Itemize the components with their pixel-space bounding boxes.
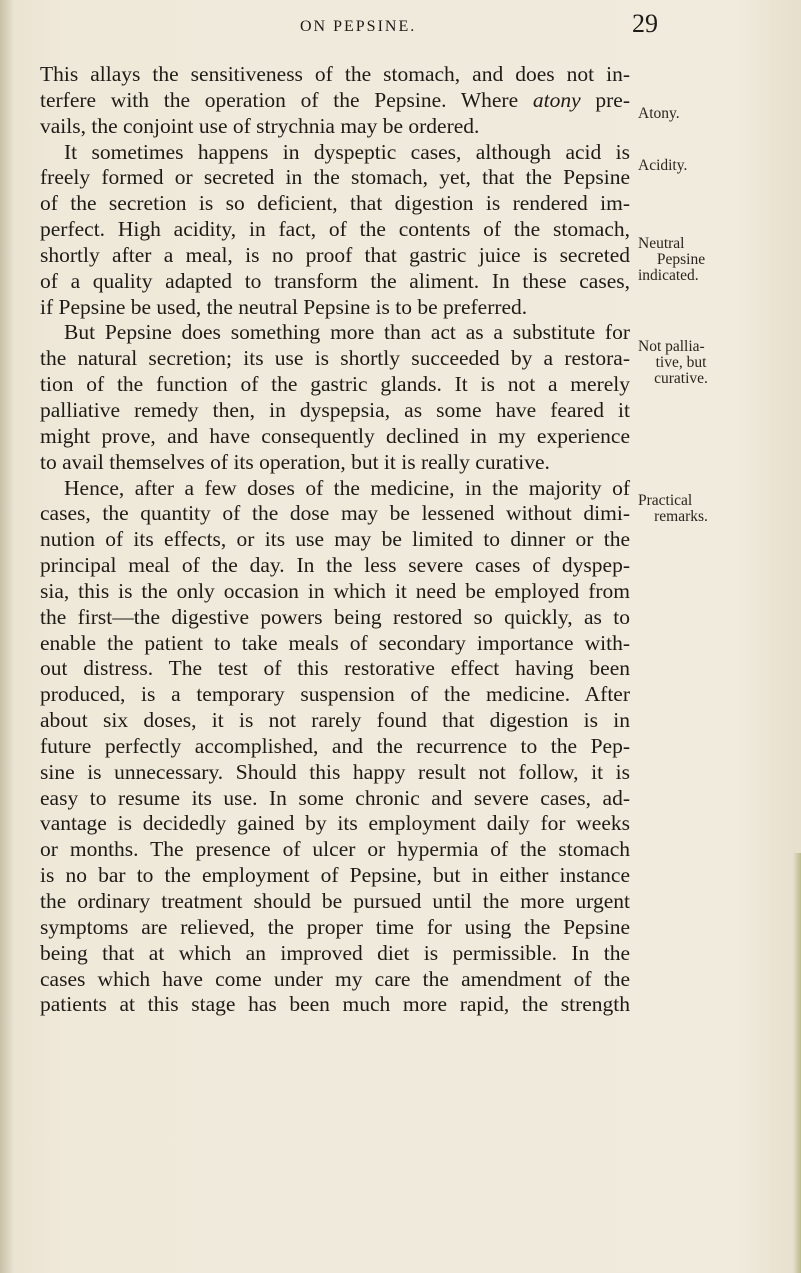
text-line: vantage is decidedly gained by its employment daily for weeks (40, 811, 630, 836)
margin-note-not-palliative: Not pallia- tive, but curative. (638, 338, 708, 387)
margin-note-practical-remarks: Practical remarks. (638, 492, 708, 525)
text-line: sia, this is the only occasion in which it need be employed from (40, 578, 630, 603)
text-line: produced, is a temporary suspension of the medicine. After (40, 682, 630, 707)
margin-note-atony: Atony. (638, 105, 680, 122)
text-line: principal meal of the day. In the less severe cases of dyspep- (40, 553, 630, 578)
text-line: or months. The presence of ulcer or hypermia of the stomach (40, 837, 630, 862)
text-line: nution of its effects, or its use may be limited to dinner or the (40, 527, 630, 552)
body-text (40, 62, 630, 1018)
page-number: 29 (632, 9, 658, 38)
text-line: shortly after a meal, is no proof that gastric juice is secreted (40, 242, 630, 267)
text-line: sine is unnecessary. Should this happy result not follow, it is (40, 759, 630, 784)
text-line: terfere with the operation of the Pepsine. Where atony pre- (40, 87, 630, 112)
text-line: easy to resume its use. In some chronic and severe cases, ad- (40, 785, 630, 810)
text-line: about six doses, it is not rarely found that digestion is in (40, 708, 630, 733)
page-spine-shadow (0, 0, 14, 1273)
text-line: cases which have come under my care the amendment of the (40, 966, 630, 991)
text-line: cases, the quantity of the dose may be lessened without dimi- (40, 501, 630, 526)
text-line: symptoms are relieved, the proper time for using the Pepsine (40, 914, 630, 939)
text-line: tion of the function of the gastric glands. It is not a merely (40, 372, 630, 397)
text-line: of the secretion is so deficient, that digestion is rendered im- (40, 191, 630, 216)
text-line: freely formed or secreted in the stomach, yet, that the Pepsine (40, 165, 630, 190)
text-line: might prove, and have consequently declined in my experience (40, 423, 630, 448)
text-line: the natural secretion; its use is shortly succeeded by a restora- (40, 346, 630, 371)
text-line: the ordinary treatment should be pursued until the more urgent (40, 889, 630, 913)
text-line: to avail themselves of its operation, but it is really curative. (40, 449, 550, 474)
text-line: patients at this stage has been much more rapid, the strength (40, 992, 630, 1017)
text-line: But Pepsine does something more than act as a substitute for (64, 320, 630, 345)
text-line: being that at which an improved diet is permissible. In the (40, 940, 630, 965)
text-line: perfect. High acidity, in fact, of the contents of the stomach, (40, 217, 630, 242)
text-line: Hence, after a few doses of the medicine, in the majority of (64, 475, 630, 500)
emphasis-atony: atony (532, 87, 581, 112)
text-line: if Pepsine be used, the neutral Pepsine is to be preferred. (40, 294, 528, 319)
text-line: the first—the digestive powers being restored so quickly, as to (40, 604, 630, 629)
running-head (0, 8, 801, 42)
page-edge-shade (793, 853, 801, 1273)
text-line: out distress. The test of this restorative effect having been (40, 656, 630, 681)
text-line: vails, the conjoint use of strychnia may be ordered. (40, 113, 480, 138)
margin-note-neutral-pepsine: Neutral Pepsine indicated. (638, 235, 706, 284)
text-line: of a quality adapted to transform the aliment. In these cases, (40, 268, 630, 293)
margin-note-acidity: Acidity. (638, 157, 688, 174)
text-line: This allays the sensitiveness of the stomach, and does not in- (40, 62, 630, 86)
text-line: enable the patient to take meals of secondary importance with- (40, 630, 630, 655)
text-line: palliative remedy then, in dyspepsia, as some have feared it (40, 397, 630, 422)
text-line: is no bar to the employment of Pepsine, but in either instance (40, 863, 630, 888)
running-title: ON PEPSINE. (300, 18, 417, 35)
text-line: It sometimes happens in dyspeptic cases, although acid is (64, 139, 630, 164)
text-line: future perfectly accomplished, and the recurrence to the Pep- (40, 733, 630, 758)
